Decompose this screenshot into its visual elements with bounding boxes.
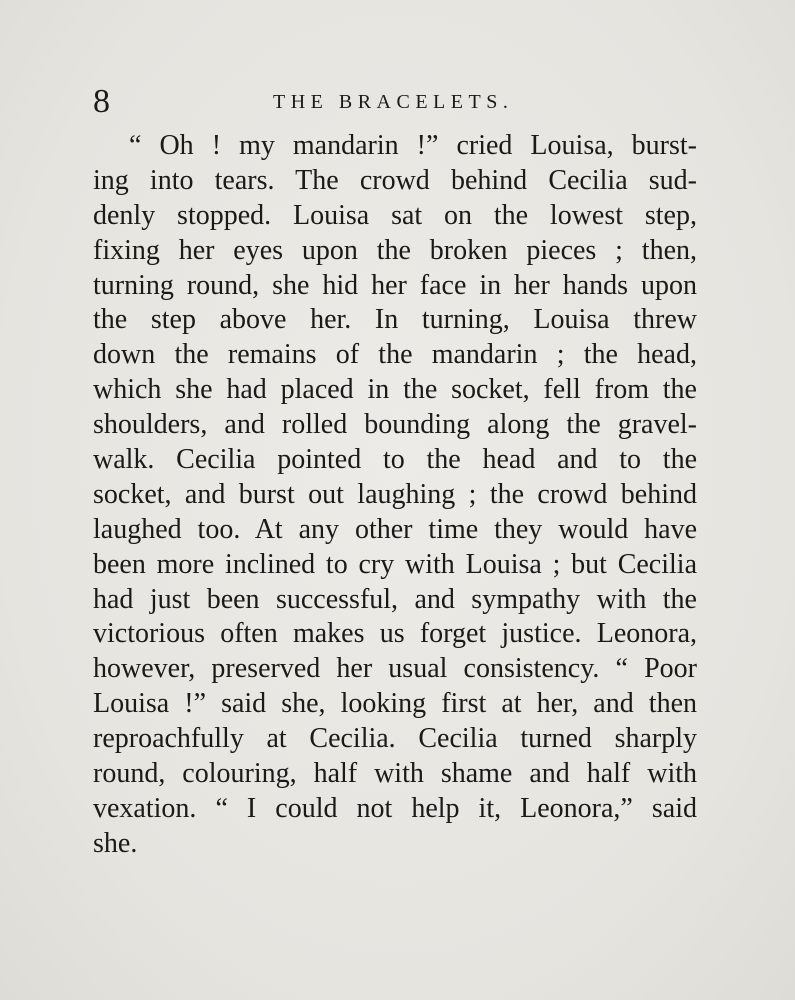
text-line: laughed too. At any other time they would have [93,513,697,545]
text-line: turning round, she hid her face in her hands upon [93,269,697,301]
text-line: shoulders, and rolled bounding along the gravel- [93,409,697,441]
text-line: the step above her. In turning, Louisa threw [93,304,697,336]
text-line: down the remains of the mandarin ; the head, [93,339,697,371]
text-line: victorious often makes us forget justice. Leonora, [93,618,697,650]
text-line: fixing her eyes upon the broken pieces ; then, [93,234,697,266]
text-line: ing into tears. The crowd behind Cecilia sud- [93,164,697,196]
text-line: she. [93,827,138,859]
text-line: socket, and burst out laughing ; the crowd behind [93,478,697,510]
text-line: “ Oh ! my mandarin !” cried Louisa, burst- [129,130,697,161]
text-line: round, colouring, half with shame and half with [93,758,697,790]
page-number: 8 [93,83,110,120]
text-line: walk. Cecilia pointed to the head and to the [93,444,697,476]
text-line: however, preserved her usual consistency. “ Poor [93,653,697,685]
paragraph [93,129,697,862]
text-line: vexation. “ I could not help it, Leonora,” said [93,792,697,824]
text-line: been more inclined to cry with Louisa ; but Cecilia [93,548,697,580]
text-line: which she had placed in the socket, fell from the [93,374,697,406]
page-header [93,82,697,122]
text-line: denly stopped. Louisa sat on the lowest step, [93,199,697,231]
running-title: THE BRACELETS. [273,91,514,113]
text-line: reproachfully at Cecilia. Cecilia turned sharply [93,723,697,755]
text-line: had just been successful, and sympathy with the [93,583,697,615]
text-line: Louisa !” said she, looking first at her, and then [93,688,697,720]
